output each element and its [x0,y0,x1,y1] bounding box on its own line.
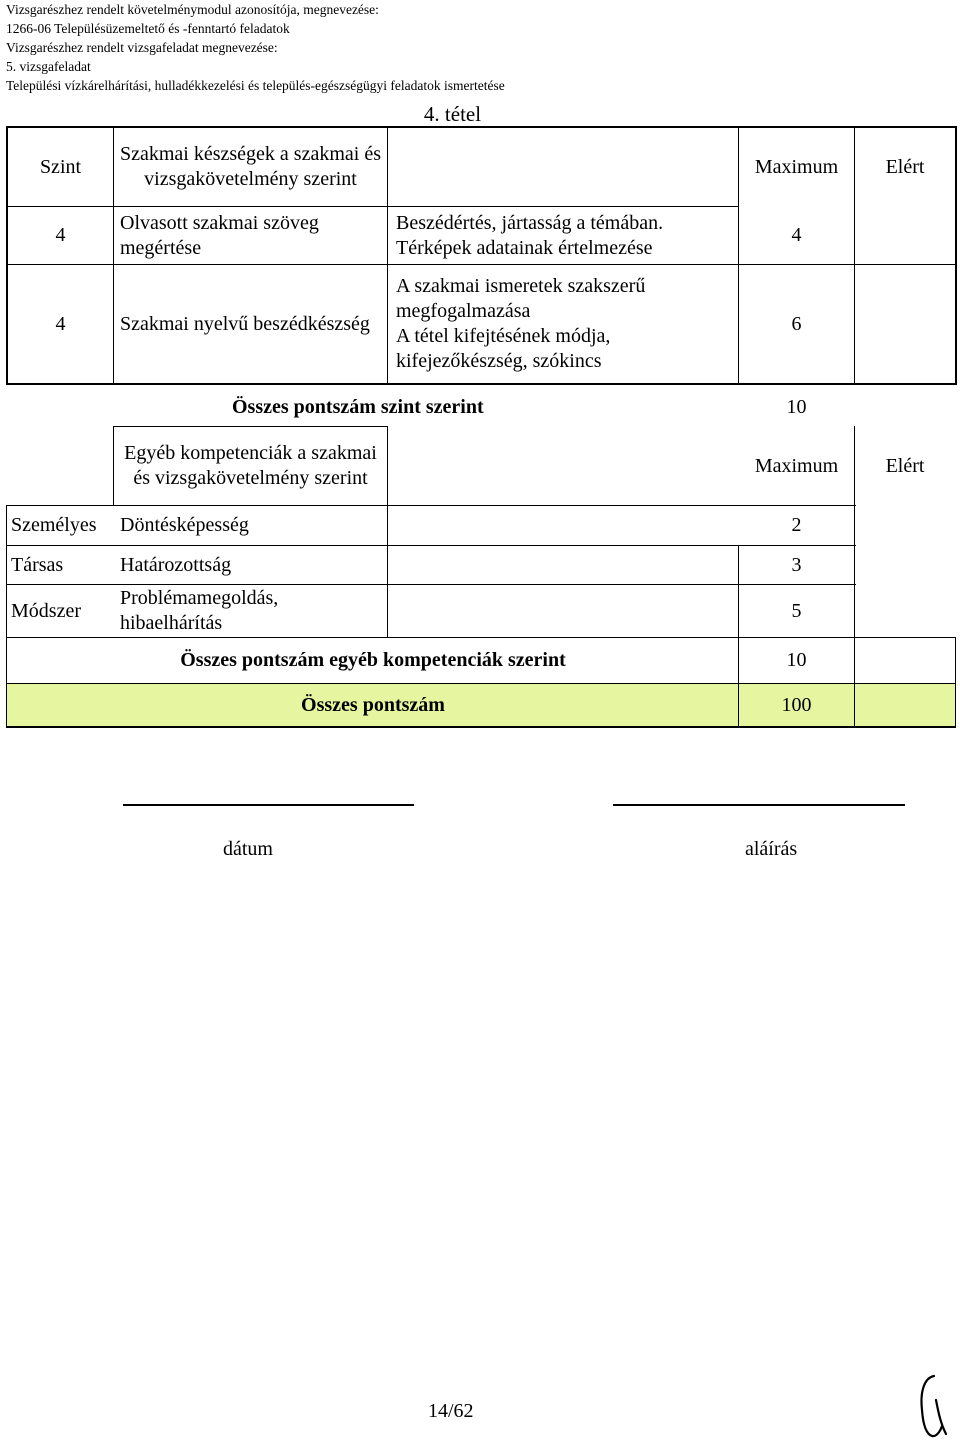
header-line-2: 1266-06 Településüzemeltető és -fenntartó feladatok [6,21,290,36]
row2-level: 4 [55,312,66,335]
document-header [6,0,505,95]
total-by-level-label: Összes pontszám szint szerint [232,395,484,418]
row1-level: 4 [55,224,66,246]
column-header-elert-2: Elért [885,454,925,477]
grand-total-value: 100 [781,693,812,716]
competency-row1-category: Személyes [11,514,97,536]
competency-row3-category: Módszer [11,599,81,622]
row2-description-part2: A tétel kifejtésének módja, kifejezőkészség, szókincs [396,325,611,372]
column-header-maximum: Maximum [754,155,839,178]
competency-row3-name: Problémamegoldás, hibaelhárítás [120,587,279,634]
column-header-skill: Szakmai készségek a szakmai és vizsgakövetelmény szerint [119,143,381,190]
header-line-1: Vizsgarészhez rendelt követelménymodul azonosítója, megnevezése: [6,2,379,17]
competency-row2-maximum: 3 [791,553,802,576]
header-line-3: Vizsgarészhez rendelt vizsgafeladat megnevezése: [6,40,278,55]
row2-skill: Szakmai nyelvű beszédkészség [120,312,370,335]
date-line [123,804,414,806]
row1-description: Beszédértés, jártasság a témában. Térképek adatainak értelmezése [396,211,664,259]
total-competencies-label: Összes pontszám egyéb kompetenciák szerint [180,649,566,671]
total-by-level-value: 10 [786,395,807,418]
item-title: 4. tétel [423,101,482,126]
signature-line [613,804,905,806]
page-number: 14/62 [428,1400,474,1422]
column-header-competency: Egyéb kompetenciák a szakmai és vizsgakövetelmény szerint [124,442,377,489]
row1-skill: Olvasott szakmai szöveg megértése [120,211,319,259]
competency-row3-maximum: 5 [791,599,802,622]
grand-total-label: Összes pontszám [301,693,445,716]
competency-row2-category: Társas [11,553,64,576]
total-competencies-value: 10 [786,649,807,671]
row1-maximum: 4 [791,224,802,246]
header-line-4: 5. vizsgafeladat [6,59,91,74]
row2-description-part1: A szakmai ismeretek szakszerű megfogalmazása [396,275,646,322]
competency-row1-maximum: 2 [791,514,802,536]
signature-label: aláírás [745,838,798,860]
row2-maximum: 6 [791,312,802,335]
competency-row1-name: Döntésképesség [120,514,249,536]
header-line-5: Települési vízkárelhárítási, hulladékkezelési és település-egészségügyi feladatok ismertetése [6,78,505,93]
date-label: dátum [223,838,273,860]
competency-row2-name: Határozottság [120,553,232,576]
column-header-szint: Szint [39,155,82,178]
row2-description [396,265,734,383]
column-header-maximum-2: Maximum [754,454,839,477]
handwritten-initial-mark [912,1370,952,1442]
column-header-elert: Elért [885,155,925,178]
